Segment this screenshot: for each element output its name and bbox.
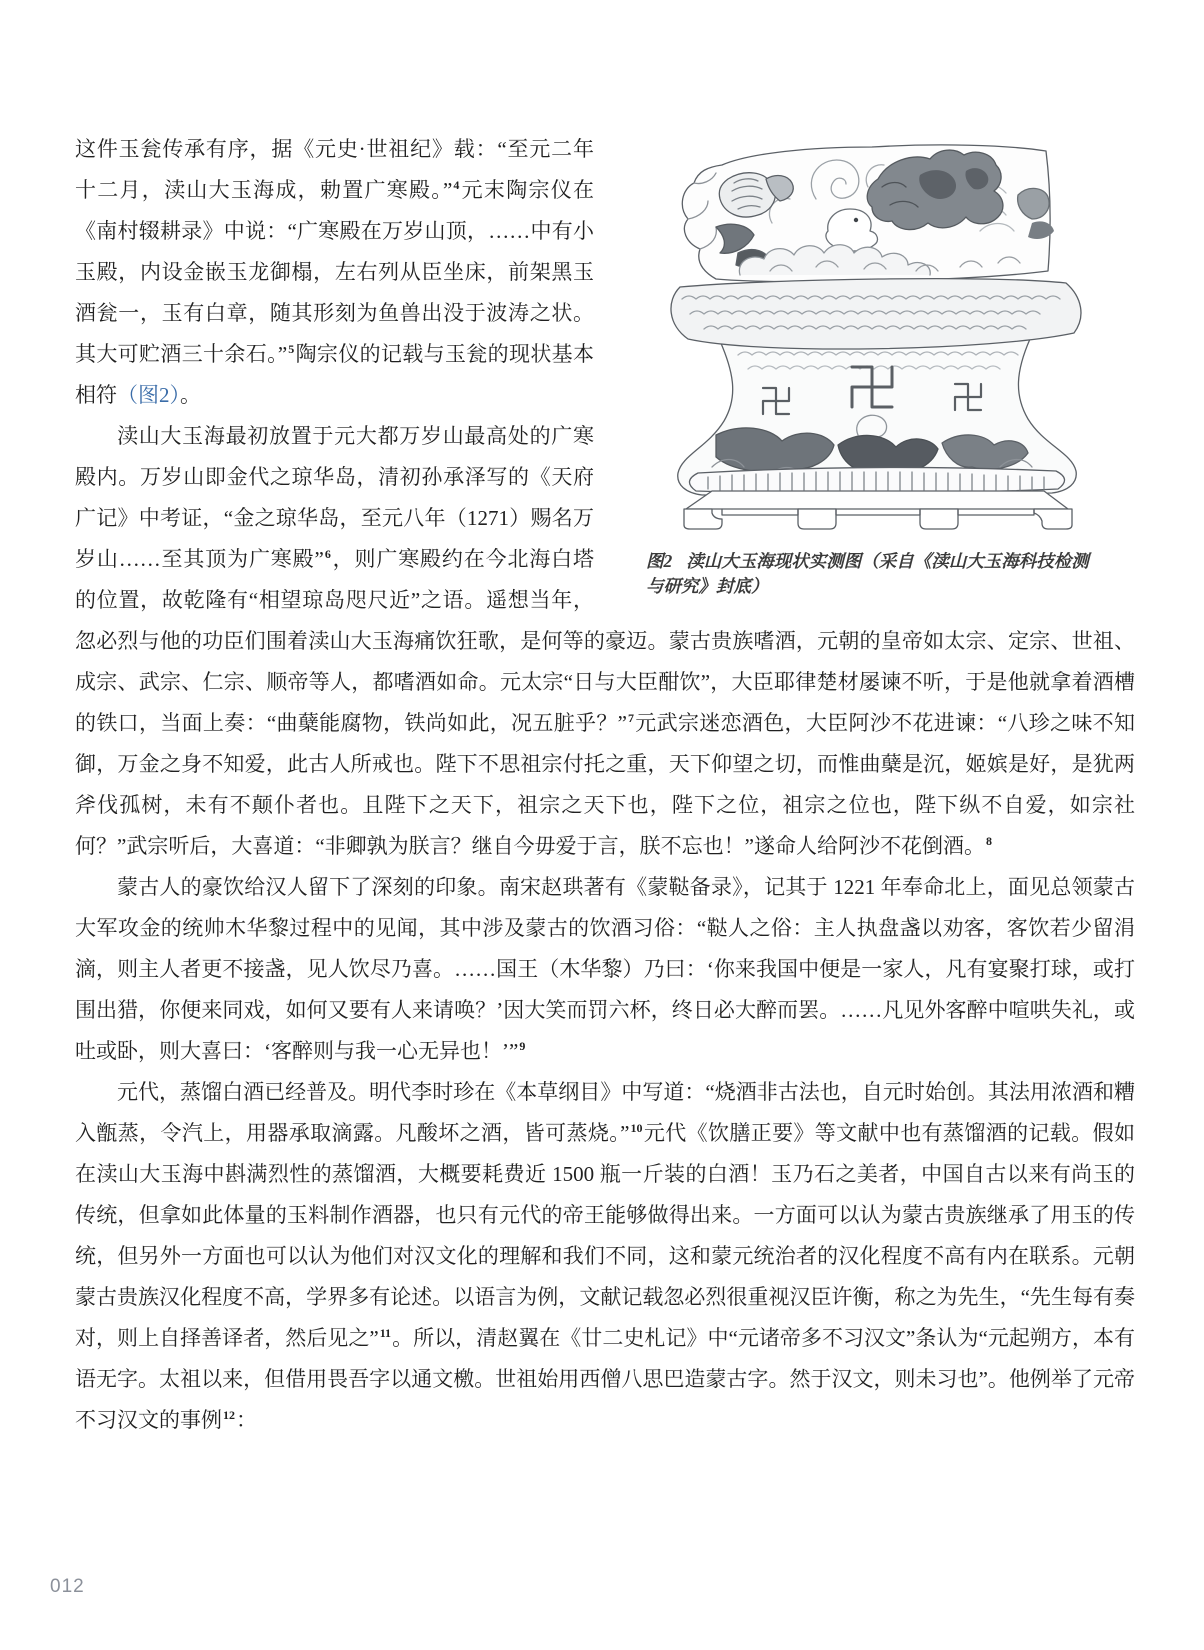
article-body	[75, 129, 1135, 1441]
footnote-marker-6: 6	[324, 547, 331, 561]
figure-2-reference-link[interactable]: （图2）	[117, 383, 180, 407]
footnote-marker-8: 8	[985, 834, 992, 848]
footnote-marker-9: 9	[519, 1039, 526, 1053]
figure-caption-label: 图2	[646, 551, 673, 571]
page-number: 012	[50, 1576, 85, 1597]
figure-2-block	[620, 135, 1135, 599]
footnote-marker-11: 11	[379, 1326, 392, 1340]
body-paragraph-4: 元代，蒸馏白酒已经普及。明代李时珍在《本草纲目》中写道：“烧酒非古法也，自元时始创。其法用浓酒和糟入甑蒸，令汽上，用器承取滴露。凡酸坏之酒，皆可蒸烧。”$^{10}$元代《饮膳正要》等文献中也有蒸馏酒的记载。假如在渎山大玉海中斟满烈性的蒸馏酒，大概要耗费近 1500 瓶一斤装的白酒！玉乃石之美者，中国自古以来有尚玉的传统，但拿如此体量的玉料制作酒器，也只有元代的帝王能够做得出来。一方面可以认为蒙古贵族继承了用玉的传统，但另外一方面也可以认为他们对汉文化的理解和我们不同，这和蒙元统治者的汉化程度不高有内在联系。元朝蒙古贵族汉化程度不高，学界多有论述。以语言为例，文献记载忽必烈很重视汉臣许衡，称之为先生，“先生每有奏对，则上自择善译者，然后见之”$^{11}$。所以，清赵翼在《廿二史札记》中“元诸帝多不习汉文”条认为“元起朔方，本有语无字。太祖以来，但借用畏吾字以通文檄。世祖始用西僧八思巴造蒙古字。然于汉文，则未习也”。他例举了元帝不习汉文的事例$^{12}$：	[75, 1080, 1135, 1432]
footnote-marker-4: 4	[453, 178, 460, 192]
footnote-marker-5: 5	[288, 342, 295, 356]
footnote-marker-7: 7	[627, 711, 634, 725]
footnote-marker-10: 10	[630, 1121, 643, 1135]
footnote-marker-12: 12	[223, 1408, 235, 1422]
body-paragraph-2: 渎山大玉海最初放置于元大都万岁山最高处的广寒殿内。万岁山即金代之琼华岛，清初孙承泽写的《天府广记》中考证，“金之琼华岛，至元八年（1271）赐名万岁山……至其顶为广寒殿”$^6$，则广寒殿约在今北海白塔的位置，故乾隆有“相望琼岛咫尺近”之语。遥想当年，忽必烈与他的功臣们围着渎山大玉海痛饮狂歌，是何等的豪迈。蒙古贵族嗜酒，元朝的皇帝如太宗、定宗、世祖、成宗、武宗、仁宗、顺帝等人，都嗜酒如命。元太宗“日与大臣酣饮”，大臣耶律楚材屡谏不听，于是他就拿着酒槽的铁口，当面上奏：“曲蘖能腐物，铁尚如此，况五脏乎？”$^7$元武宗迷恋酒色，大臣阿沙不花进谏：“八珍之味不知御，万金之身不知爱，此古人所戒也。陛下不思祖宗付托之重，天下仰望之切，而惟曲蘖是沉，姬嫔是好，是犹两斧伐孤树，未有不颠仆者也。且陛下之天下，祖宗之天下也，陛下之位，祖宗之位也，陛下纵不自爱，如宗社何？”武宗听后，大喜道：“非卿孰为朕言？继自今毋爱于言，朕不忘也！”遂命人给阿沙不花倒酒。$^8$	[75, 424, 1135, 858]
body-paragraph-3: 蒙古人的豪饮给汉人留下了深刻的印象。南宋赵珙著有《蒙鞑备录》，记其于 1221 年奉命北上，面见总领蒙古大军攻金的统帅木华黎过程中的见闻，其中涉及蒙古的饮酒习俗：“鞑人之俗：主人执盘盏以劝客，客饮若少留涓滴，则主人者更不接盏，见人饮尽乃喜。……国王（木华黎）乃曰：‘你来我国中便是一家人，凡有宴聚打球，或打围出猎，你便来同戏，如何又要有人来请唤？’因大笑而罚六杯，终日必大醉而罢。……凡见外客醉中喧哄失礼，或吐或卧，则大喜曰：‘客醉则与我一心无异也！’”$^9$	[75, 875, 1135, 1063]
figure-caption	[620, 549, 1135, 599]
figure-caption-text: 渎山大玉海现状实测图（采自《渎山大玉海科技检测与研究》封底）	[646, 551, 1089, 596]
body-paragraph-1: 这件玉瓮传承有序，据《元史·世祖纪》载：“至元二年十二月，渎山大玉海成，勅置广寒殿。”$^4$元末陶宗仪在《南村辍耕录》中说：“广寒殿在万岁山顶，……中有小玉殿，内设金嵌玉龙御榻，左右列从臣坐床，前架黑玉酒瓮一，玉有白章，随其形刻为鱼兽出没于波涛之状。其大可贮酒三十余石。”$^5$陶宗仪的记载与玉瓮的现状基本相符（图2）。	[75, 137, 595, 407]
jade-vessel-illustration	[620, 135, 1135, 533]
